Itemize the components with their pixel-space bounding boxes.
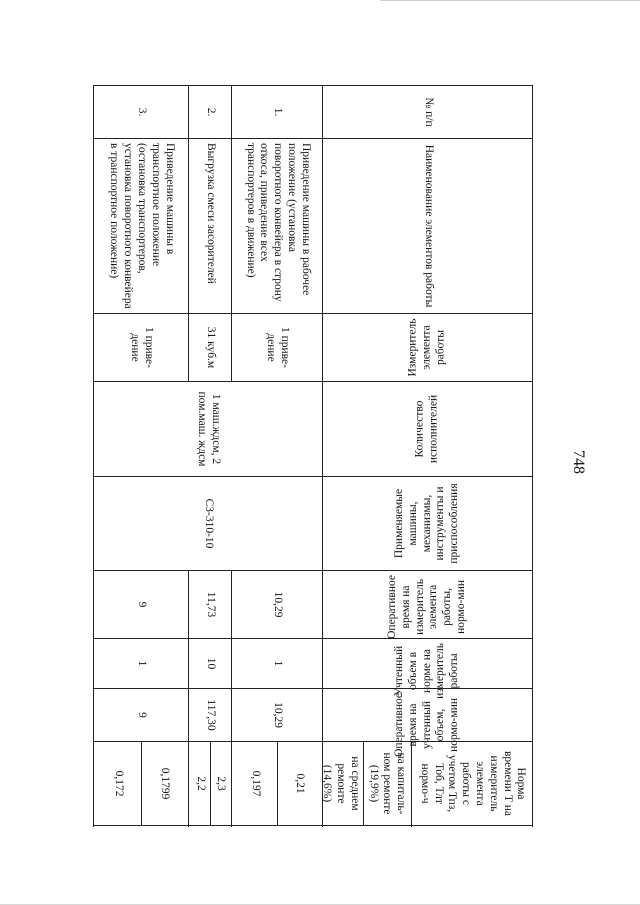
header-meter xyxy=(323,314,533,382)
row-op-time-volume: 117,30 xyxy=(189,689,232,742)
row-norm-capital: 0,1799 xyxy=(141,742,187,825)
row-meter: 1 приве-дение xyxy=(94,314,189,382)
header-performers xyxy=(323,382,533,477)
header-performers-text: Количество исполнителей xyxy=(413,394,440,464)
header-meter-text: Измеритель элемента работы xyxy=(406,318,447,377)
row-num: 1. xyxy=(232,86,323,139)
table-row xyxy=(232,86,323,826)
header-num: № п/п xyxy=(323,86,533,139)
row-op-time-volume: 9 xyxy=(94,689,189,742)
row-op-time-volume: 10,29 xyxy=(232,689,323,742)
header-op-time-volume xyxy=(323,689,533,757)
row-norm-medium: 2,2 xyxy=(194,776,207,791)
header-norm-capital: на капиталь-ном ремонте (19,9%) xyxy=(363,742,409,825)
norms-table xyxy=(93,85,533,826)
row-num: 3. xyxy=(94,86,189,139)
row-norms xyxy=(94,742,189,826)
shared-performers: 1 маш.ждсм, 2 пом.маш. ждсм xyxy=(94,382,323,477)
header-volume xyxy=(323,639,533,699)
row-meter: 31 куб.м xyxy=(189,314,232,382)
page-number: 748 xyxy=(570,450,587,474)
row-op-time: 11,73 xyxy=(189,571,232,639)
shared-machines: СЗ-310-10 xyxy=(94,477,323,571)
row-volume: 1 xyxy=(232,639,323,689)
row-norms xyxy=(189,742,232,826)
row-norm-capital: 0,21 xyxy=(277,742,321,825)
row-name: Приведение машины в рабочее положение (установка поворотного конвейера в строну откоса, приведение всех транспортеров в движение) xyxy=(232,139,323,314)
row-volume: 10 xyxy=(189,639,232,689)
row-meter: 1 приве-дение xyxy=(232,314,323,382)
row-norms xyxy=(232,742,323,826)
header-machines xyxy=(323,477,533,571)
header-op-time-volume-text: Оперативное время на учтенный объем, нормо-мин xyxy=(393,693,461,757)
row-num: 2. xyxy=(189,86,232,139)
header-machines-text: Применяемые машины, механизмы, инструменты и приспособления xyxy=(393,483,461,564)
row-norm-medium: 0,197 xyxy=(250,770,263,797)
header-norm-group: Норма времени Т на измеритель элемента работы с учетом Тпз, Тоб, Тлт нормо-ч xyxy=(412,742,533,826)
row-norms-stack xyxy=(190,742,230,825)
row-op-time: 10,29 xyxy=(232,571,323,639)
row-name: Выгрузка смеси засорителей xyxy=(189,139,232,314)
row-norm-capital: 2,3 xyxy=(210,742,231,825)
header-op-time-text: Оперативное время на измеритель элемента работы, нормо-мин xyxy=(386,575,468,639)
row-norm-medium: 0,172 xyxy=(113,770,126,797)
row-norms-stack xyxy=(96,742,186,825)
header-name: Наименование элементов работы xyxy=(323,139,533,314)
header-op-time xyxy=(323,571,533,639)
row-op-time: 9 xyxy=(94,571,189,639)
header-norm-medium: на среднем ремонте (14,6%) xyxy=(321,756,361,811)
scan-edge-top xyxy=(380,0,640,1)
row-volume: 1 xyxy=(94,639,189,689)
norms-table-container xyxy=(93,85,533,825)
header-volume-text: Учтенный объем в норме на измеритель работы xyxy=(393,642,461,699)
row-name: Приведение машины в транспортное положение (остановка транспортеров, установка поворотного конвейера в транспортное положение) xyxy=(94,139,189,314)
row-norms-stack xyxy=(234,742,320,825)
